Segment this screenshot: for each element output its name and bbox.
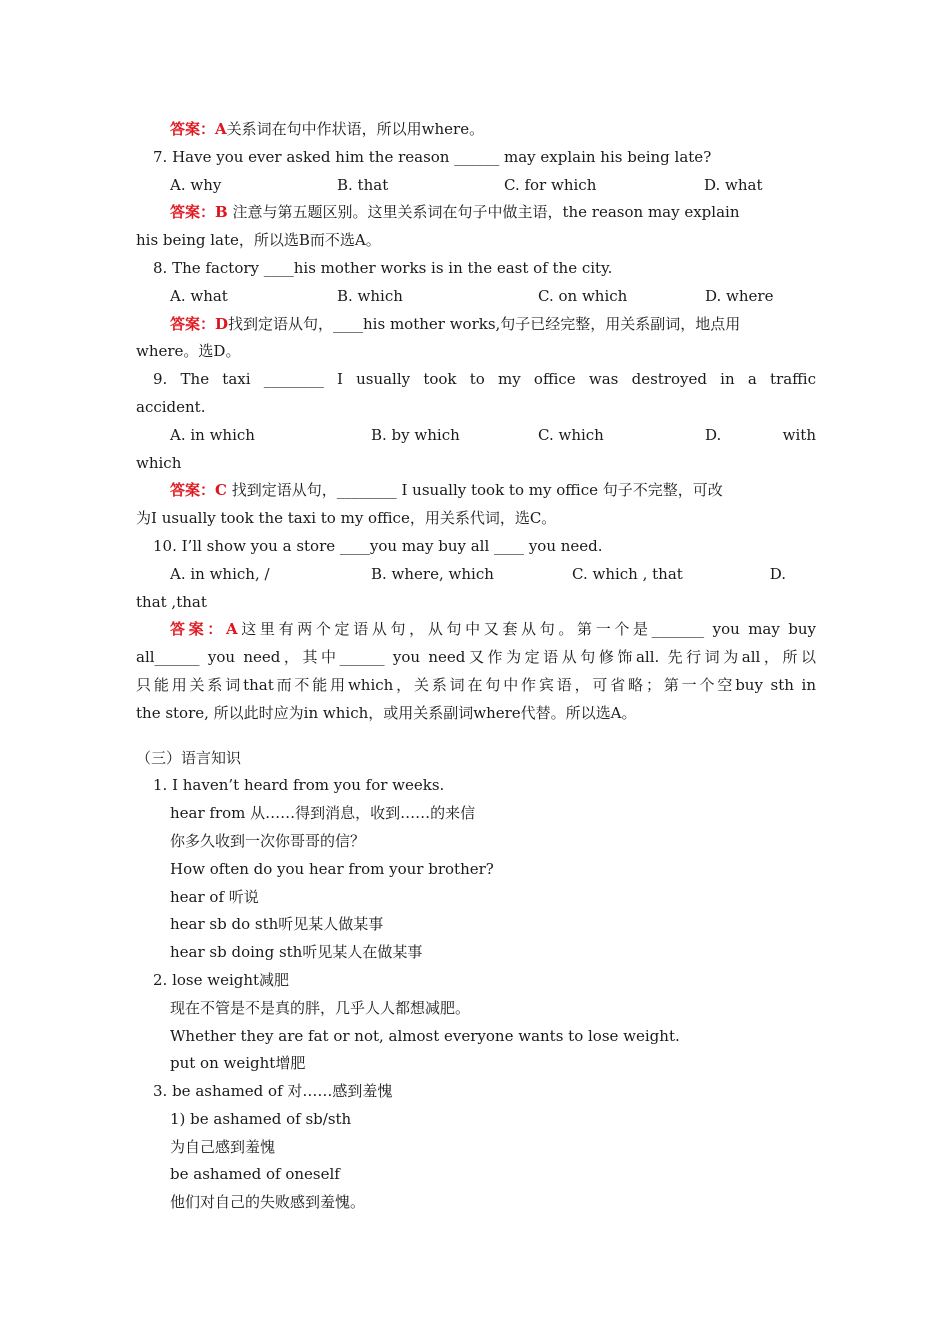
- k1-line: hear of 听说: [170, 887, 259, 906]
- q8-answer: [136, 311, 816, 339]
- q8-stem: 8. The factory ____his mother works is in the east of the city.: [153, 258, 613, 277]
- q9-option-b: B. by which: [371, 425, 460, 444]
- q10-option-b: B. where, which: [371, 564, 494, 583]
- document-page: [136, 116, 816, 1217]
- k3-line: 1) be ashamed of sb/sth: [170, 1109, 352, 1128]
- q10-options: [136, 561, 816, 589]
- q10-stem: 10. I’ll show you a store ____you may buy all ____ you need.: [153, 536, 603, 555]
- q10-answer: [136, 616, 816, 644]
- q7-options: [136, 172, 816, 200]
- q7-answer-cont: his being late，所以选B而不选A。: [136, 231, 381, 250]
- q7-stem: 7. Have you ever asked him the reason ______ may explain his being late?: [153, 147, 712, 166]
- q10-answer-cont-1: all______ you need，其中______ you need又作为定语从句修饰all. 先行词为all，所以: [136, 648, 816, 667]
- q9-option-d-text: with: [782, 425, 816, 444]
- k1-line: How often do you hear from your brother?: [170, 859, 494, 878]
- k1-heading: 1. I haven’t heard from you for weeks.: [153, 776, 445, 795]
- q9-options: [136, 422, 816, 450]
- answer-label: 答案：A: [170, 120, 227, 138]
- q9-option-d: D.: [705, 425, 722, 444]
- q9-option-a: A. in which: [170, 425, 255, 444]
- q6-answer: [136, 116, 816, 144]
- k3-line: be ashamed of oneself: [170, 1165, 340, 1184]
- q9-answer-cont: 为I usually took the taxi to my office，用关系代词，选C。: [136, 509, 557, 528]
- q8-options: [136, 283, 816, 311]
- q9-stem: 9. The taxi ________ I usually took to my office was destroyed in a traffic: [153, 370, 816, 389]
- q9-stem-cont: accident.: [136, 397, 206, 416]
- section-title: （三）语言知识: [136, 748, 242, 767]
- q10-answer-cont-3: the store, 所以此时应为in which，或用关系副词where代替。所以选A。: [136, 703, 637, 722]
- k2-line: Whether they are fat or not, almost everyone wants to lose weight.: [170, 1026, 680, 1045]
- q9-option-wrap: which: [136, 453, 182, 472]
- k2-heading: 2. lose weight减肥: [153, 970, 290, 989]
- q10-answer-cont-2: 只能用关系词that而不能用which，关系词在句中作宾语，可省略；第一个空buy sth in: [136, 675, 816, 694]
- k1-line: hear from 从……得到消息，收到……的来信: [170, 804, 476, 823]
- q8-option-a: A. what: [170, 286, 228, 305]
- q7-option-c: C. for which: [504, 175, 597, 194]
- answer-label: 答案：C: [170, 481, 227, 500]
- q10-option-a: A. in which, /: [170, 564, 270, 583]
- answer-text: 找到定语从句，________ I usually took to my office 句子不完整，可改: [226, 481, 723, 500]
- q7-option-d: D. what: [704, 175, 763, 194]
- q8-option-c: C. on which: [538, 286, 628, 305]
- answer-text: 这里有两个定语从句，从句中又套从句。第一个是_______ you may buy: [237, 620, 816, 639]
- k2-line: 现在不管是不是真的胖，几乎人人都想减肥。: [170, 998, 471, 1017]
- q7-option-b: B. that: [337, 175, 389, 194]
- answer-text: 注意与第五题区别。这里关系词在句子中做主语，the reason may explain: [227, 203, 740, 222]
- k3-line: 为自己感到羞愧: [170, 1137, 276, 1156]
- answer-text: 找到定语从句，____his mother works,句子已经完整，用关系副词，地点用: [228, 314, 741, 333]
- q8-answer-cont: where。选D。: [136, 342, 241, 361]
- q10-option-c: C. which , that: [572, 564, 683, 583]
- answer-label: 答案：D: [170, 314, 229, 333]
- k3-heading: 3. be ashamed of 对……感到羞愧: [153, 1082, 393, 1101]
- q8-option-b: B. which: [337, 286, 403, 305]
- q9-option-c: C. which: [538, 425, 604, 444]
- k1-line: hear sb doing sth听见某人在做某事: [170, 943, 423, 962]
- answer-label: 答案：B: [170, 203, 228, 222]
- k1-line: 你多久收到一次你哥哥的信？: [170, 831, 366, 850]
- q7-option-a: A. why: [170, 175, 222, 194]
- answer-label: 答案：A: [170, 620, 238, 639]
- q7-answer: [136, 199, 816, 227]
- k2-line: put on weight增肥: [170, 1054, 306, 1073]
- answer-text: 关系词在句中作状语，所以用where。: [226, 120, 485, 138]
- q9-answer: [136, 477, 816, 505]
- q10-option-wrap: that ,that: [136, 592, 207, 611]
- q10-option-d: D.: [769, 564, 786, 583]
- k3-line: 他们对自己的失败感到羞愧。: [170, 1193, 366, 1212]
- k1-line: hear sb do sth听见某人做某事: [170, 915, 384, 934]
- q8-option-d: D. where: [705, 286, 774, 305]
